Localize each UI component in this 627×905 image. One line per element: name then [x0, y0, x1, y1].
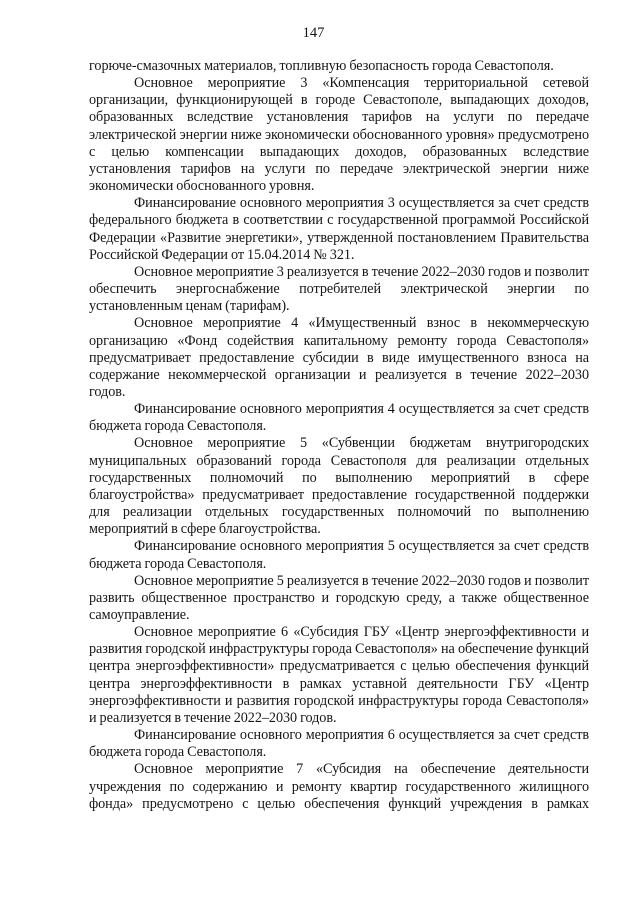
paragraph-measure-6-financing: Финансирование основного мероприятия 6 осуществляется за счет средств бюджета города Севастополя.: [89, 727, 589, 761]
paragraph-measure-5-financing: Финансирование основного мероприятия 5 осуществляется за счет средств бюджета города Севастополя.: [89, 538, 589, 572]
paragraph-measure-5-period: Основное мероприятие 5 реализуется в течение 2022–2030 годов и позволит развить общественное пространство и городскую среду, а также общественное самоуправление.: [89, 572, 589, 623]
paragraph-measure-3-period: Основное мероприятие 3 реализуется в течение 2022–2030 годов и позволит обеспечить энергоснабжение потребителей электрической энергии по установленным ценам (тарифам).: [89, 263, 589, 315]
paragraph-measure-6: Основное мероприятие 6 «Субсидия ГБУ «Центр энергоэффективности и развития городской инфраструктуры города Севастополя» на обеспечение функций центра энергоэффективности» предусматривается с целью обеспечения функций центра энергоэффективности в рамках уставной деятельности ГБУ «Центр энергоэффективности и развития городской инфраструктуры города Севастополя» и реализуется в течение 2022–2030 годов.: [89, 624, 589, 726]
paragraph-measure-4-financing: Финансирование основного мероприятия 4 осуществляется за счет средств бюджета города Севастополя.: [89, 401, 589, 435]
paragraph-measure-3: Основное мероприятие 3 «Компенсация территориальной сетевой организации, функционирующей в городе Севастополе, выпадающих доходов, образованных вследствие установления тарифов на услуги по передаче электрической энергии ниже экономически обоснованного уровня» предусмотрено с целью компенсации выпадающих доходов, образованных вследствие установления тарифов на услуги по передаче электрической энергии ниже экономически обоснованного уровня.: [89, 75, 589, 195]
paragraph-measure-7: Основное мероприятие 7 «Субсидия на обеспечение деятельности учреждения по содержанию и ремонту квартир государственного жилищного фонда» предусмотрено с целью обеспечения функций учреждения в рамках: [89, 761, 589, 812]
paragraph-measure-5: Основное мероприятие 5 «Субвенции бюджетам внутригородских муниципальных образований города Севастополя для реализации отдельных государственных полномочий по выполнению мероприятий в сфере благоустройства» предусматривает предоставление государственной поддержки для реализации отдельных государственных полномочий по выполнению мероприятий в сфере благоустройства.: [89, 435, 589, 538]
document-body: [89, 58, 589, 813]
paragraph-measure-3-financing: Финансирование основного мероприятия 3 осуществляется за счет средств федерального бюджета в соответствии с государственной программой Российской Федерации «Развитие энергетики», утвержденной постановлением Правительства Российской Федерации от 15.04.2014 № 321.: [89, 195, 589, 263]
page-number: 147: [302, 25, 325, 41]
paragraph-continuation: горюче-смазочных материалов, топливную безопасность города Севастополя.: [89, 58, 554, 74]
paragraph-measure-4: Основное мероприятие 4 «Имущественный взнос в некоммерческую организацию «Фонд содействия капитальному ремонту города Севастополя» предусматривает предоставление субсидии в виде имущественного взноса на содержание некоммерческой организации и реализуется в течение 2022–2030 годов.: [89, 315, 589, 400]
